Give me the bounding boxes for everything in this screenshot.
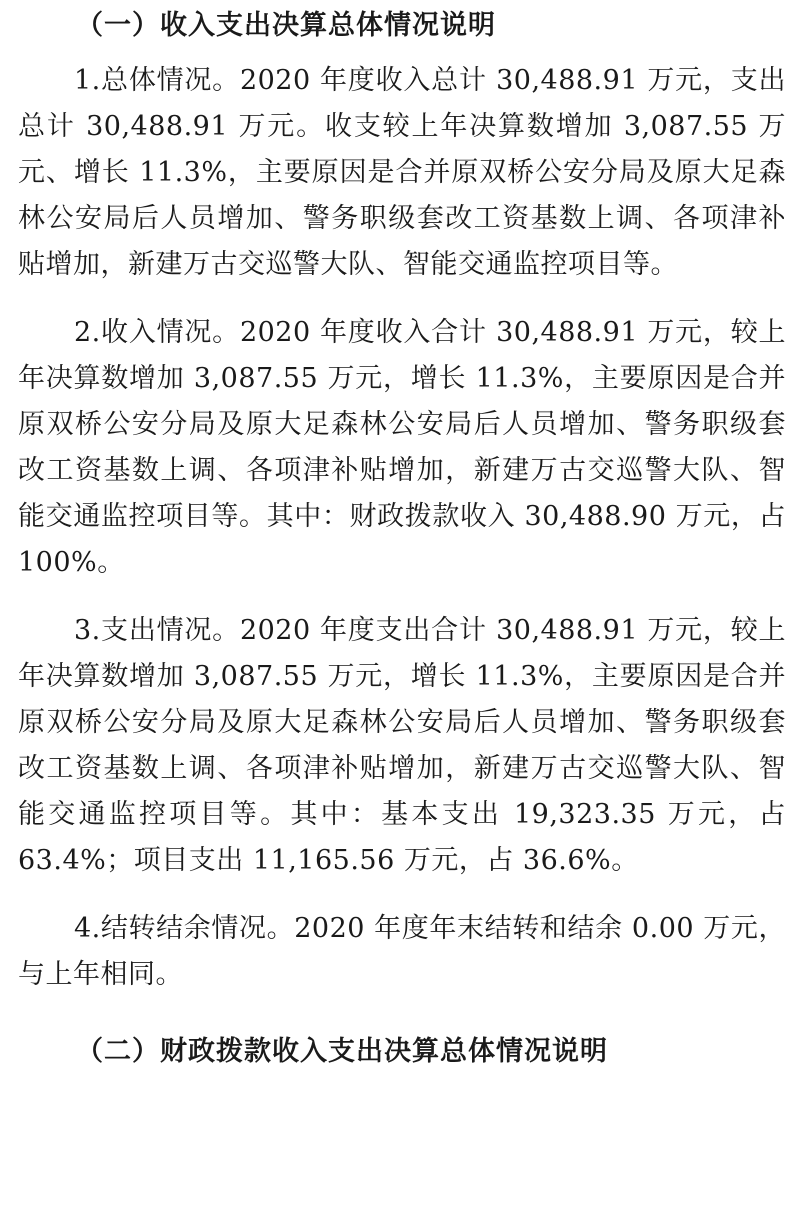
paragraph-overall: 1.总体情况。2020 年度收入总计 30,488.91 万元，支出总计 30,488.91 万元。收支较上年决算数增加 3,087.55 万元、增长 11.3%，主要原因是合并原双桥公安分局及原大足森林公安局后人员增加、警务职级套改工资基数上调、各项津补贴增加，新建万古交巡警大队、智能交通监控项目等。 <box>18 65 786 280</box>
section-heading-overall: （一）收入支出决算总体情况说明 <box>76 10 496 41</box>
paragraph-carryover: 4.结转结余情况。2020 年度年末结转和结余 0.00 万元，与上年相同。 <box>18 913 786 990</box>
paragraph-expenditure: 3.支出情况。2020 年度支出合计 30,488.91 万元，较上年决算数增加 3,087.55 万元，增长 11.3%，主要原因是合并原双桥公安分局及原大足森林公安局后人员增加、警务职级套改工资基数上调、各项津补贴增加，新建万古交巡警大队、智能交通监控项目等。其中：基本支出 19,323.35 万元，占 63.4%；项目支出 11,165.56 万元，占 36.6%。 <box>18 615 786 876</box>
section-heading-fiscal: （二）财政拨款收入支出决算总体情况说明 <box>76 1036 608 1067</box>
paragraph-income: 2.收入情况。2020 年度收入合计 30,488.91 万元，较上年决算数增加 3,087.55 万元，增长 11.3%，主要原因是合并原双桥公安分局及原大足森林公安局后人员增加、警务职级套改工资基数上调、各项津补贴增加，新建万古交巡警大队、智能交通监控项目等。其中：财政拨款收入 30,488.90 万元，占 100%。 <box>18 317 786 578</box>
